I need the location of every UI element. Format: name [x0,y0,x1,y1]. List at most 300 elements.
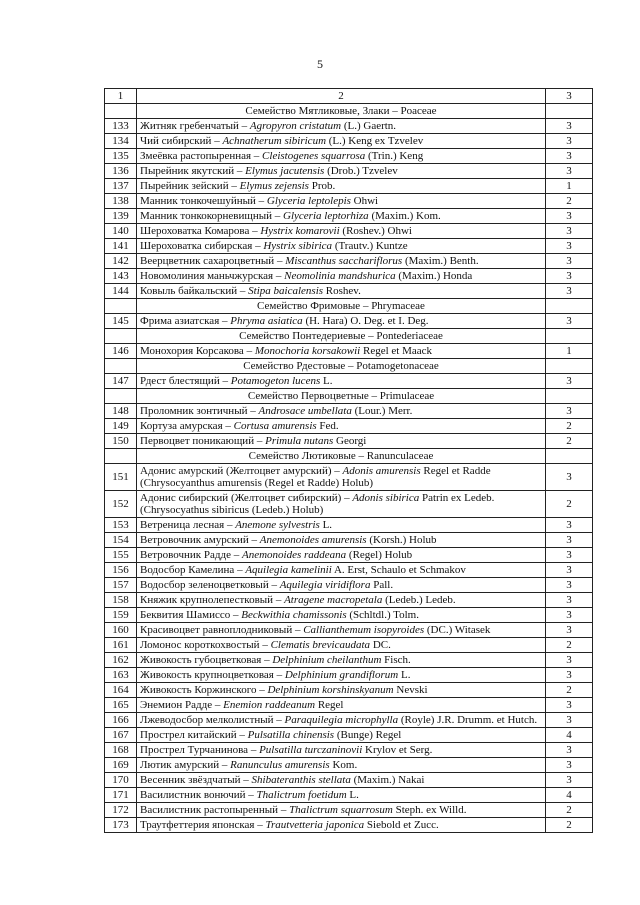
species-cell: Траутфеттерия японская – Trautvetteria japonica Siebold et Zucc. [137,818,546,833]
latin-name: Callianthemum isopyroides [303,624,425,636]
russian-name: Новомолиния маньчжурская [140,270,274,282]
category-cell: 3 [546,239,593,254]
table-row [105,119,593,134]
author-citation: (Trautv.) Kuntze [334,240,408,252]
author-citation: A. Erst, Schaulo et Schmakov [333,564,466,576]
author-citation: Regel et Radde (Chrysocyanthus amurensis (Regel et Radde) Holub) [140,465,491,489]
category-cell: 3 [546,713,593,728]
species-cell: Василистник растопыренный – Thalictrum squarrosum Steph. ex Willd. [137,803,546,818]
table-row [105,548,593,563]
category-cell: 3 [546,254,593,269]
russian-name: Василистник вонючий [140,789,246,801]
species-cell: Прострел Турчанинова – Pulsatilla turczaninovii Krylov et Serg. [137,743,546,758]
latin-name: Hystrix sibirica [263,240,333,252]
author-citation: (Drob.) Tzvelev [327,165,398,177]
row-number: 166 [105,713,137,728]
species-cell: Житняк гребенчатый – Agropyron cristatum (L.) Gaertn. [137,119,546,134]
latin-name: Stipa baicalensis [248,285,324,297]
russian-name: Пырейник зейский [140,180,229,192]
category-cell: 3 [546,548,593,563]
table-row [105,533,593,548]
table-row [105,818,593,833]
species-cell: Рдест блестящий – Potamogeton lucens L. [137,374,546,389]
header-col-number: 1 [105,89,137,104]
species-cell: Василистник вонючий – Thalictrum foetidum L. [137,788,546,803]
row-number: 137 [105,179,137,194]
row-number: 133 [105,119,137,134]
page-number: 5 [317,57,323,71]
species-cell: Фрима азиатская – Phryma asiatica (H. Hara) O. Deg. et I. Deg. [137,314,546,329]
author-citation: Regel [317,699,344,711]
family-spacer-left [105,389,137,404]
row-number: 171 [105,788,137,803]
table-row [105,578,593,593]
table-row [105,758,593,773]
latin-name: Delphinium korshinskyanum [267,684,394,696]
category-cell: 3 [546,623,593,638]
row-number: 134 [105,134,137,149]
row-number: 135 [105,149,137,164]
row-number: 140 [105,224,137,239]
category-cell: 3 [546,464,593,491]
author-citation: (Ledeb.) Ledeb. [385,594,456,606]
row-number: 150 [105,434,137,449]
family-name: Семейство Мятликовые, Злаки – Poaceae [137,104,546,119]
table-row [105,638,593,653]
species-cell: Чий сибирский – Achnatherum sibiricum (L.) Keng ex Tzvelev [137,134,546,149]
author-citation: (L.) Gaertn. [343,120,397,132]
row-number: 163 [105,668,137,683]
russian-name: Ветровочник амурский [140,534,249,546]
author-citation: (L.) Keng ex Tzvelev [328,135,424,147]
table-row [105,284,593,299]
russian-name: Живокость Коржинского [140,684,257,696]
table-row [105,464,593,491]
row-number: 149 [105,419,137,434]
category-cell: 3 [546,374,593,389]
author-citation: (Korsh.) Holub [369,534,437,546]
russian-name: Водосбор Камелина [140,564,235,576]
russian-name: Манник тонкокорневищный [140,210,273,222]
row-number: 136 [105,164,137,179]
author-citation: L. [322,519,333,531]
category-cell: 3 [546,269,593,284]
family-name: Семейство Фримовые – Phrymaceae [137,299,546,314]
family-spacer-left [105,104,137,119]
header-col-species: 2 [137,89,546,104]
row-number: 152 [105,491,137,518]
russian-name: Ветровочник Радде [140,549,231,561]
family-row [105,299,593,314]
row-number: 153 [105,518,137,533]
russian-name: Живокость губоцветковая [140,654,262,666]
family-spacer-right [546,359,593,374]
latin-name: Adonis sibirica [352,492,420,504]
family-spacer-left [105,329,137,344]
latin-name: Pulsatilla chinensis [247,729,335,741]
species-cell: Пырейник зейский – Elymus zejensis Prob. [137,179,546,194]
latin-name: Anemonoides amurensis [259,534,367,546]
row-number: 154 [105,533,137,548]
species-cell: Водосбор Камелина – Aquilegia kamelinii A. Erst, Schaulo et Schmakov [137,563,546,578]
table-row [105,491,593,518]
russian-name: Живокость крупноцветковая [140,669,274,681]
latin-name: Hystrix komarovii [260,225,340,237]
row-number: 144 [105,284,137,299]
latin-name: Cortusa amurensis [233,420,317,432]
russian-name: Шероховатка Комарова [140,225,250,237]
author-citation: Ohwi [353,195,379,207]
author-citation: (Lour.) Merr. [354,405,413,417]
latin-name: Miscanthus sacchariflorus [285,255,403,267]
row-number: 138 [105,194,137,209]
table-row [105,713,593,728]
latin-name: Delphinium grandiflorum [284,669,399,681]
table-row [105,563,593,578]
family-name: Семейство Лютиковые – Ranunculaceae [137,449,546,464]
author-citation: Kom. [332,759,358,771]
author-citation: (Maxim.) Benth. [404,255,479,267]
author-citation: Regel et Maack [362,345,433,357]
author-citation: (Schltdl.) Tolm. [349,609,419,621]
category-cell: 3 [546,758,593,773]
author-citation: L. [322,375,333,387]
category-cell: 3 [546,134,593,149]
table-row [105,314,593,329]
header-col-category: 3 [546,89,593,104]
category-cell: 3 [546,164,593,179]
author-citation: (Bunge) Regel [336,729,402,741]
family-name: Семейство Рдестовые – Potamogetonaceae [137,359,546,374]
russian-name: Монохория Корсакова [140,345,244,357]
table-row [105,623,593,638]
row-number: 156 [105,563,137,578]
author-citation: Patrin ex Ledeb. (Chrysocyathus sibiricus (Ledeb.) Holub) [140,492,495,516]
author-citation: Prob. [311,180,336,192]
table-row [105,209,593,224]
table-row [105,518,593,533]
family-spacer-right [546,104,593,119]
latin-name: Enemion raddeanum [223,699,316,711]
row-number: 170 [105,773,137,788]
species-cell: Шероховатка сибирская – Hystrix sibirica (Trautv.) Kuntze [137,239,546,254]
species-cell: Ветреница лесная – Anemone sylvestris L. [137,518,546,533]
category-cell: 2 [546,818,593,833]
latin-name: Thalictrum foetidum [256,789,347,801]
category-cell: 3 [546,518,593,533]
category-cell: 4 [546,788,593,803]
row-number: 155 [105,548,137,563]
species-cell: Энемион Радде – Enemion raddeanum Regel [137,698,546,713]
russian-name: Ломонос короткохвостый [140,639,260,651]
latin-name: Monochoria korsakowii [254,345,361,357]
family-spacer-left [105,299,137,314]
latin-name: Delphinium cheilanthum [272,654,382,666]
family-row [105,104,593,119]
table-row [105,149,593,164]
row-number: 146 [105,344,137,359]
species-cell: Живокость крупноцветковая – Delphinium grandiflorum L. [137,668,546,683]
russian-name: Пырейник якутский [140,165,235,177]
latin-name: Glyceria leptorhiza [283,210,369,222]
russian-name: Прострел Турчанинова [140,744,249,756]
row-number: 172 [105,803,137,818]
species-cell: Манник тонкокорневищный – Glyceria leptorhiza (Maxim.) Kom. [137,209,546,224]
author-citation: Krylov et Serg. [365,744,433,756]
author-citation: Nevski [396,684,428,696]
family-spacer-right [546,329,593,344]
species-cell: Адонис сибирский (Желтоцвет сибирский) – Adonis sibirica Patrin ex Ledeb. (Chrysocyathus sibiricus (Ledeb.) Holub) [137,491,546,518]
category-cell: 3 [546,284,593,299]
latin-name: Thalictrum squarrosum [289,804,393,816]
russian-name: Василистник растопыренный [140,804,279,816]
table-row [105,788,593,803]
table-row [105,803,593,818]
family-spacer-left [105,359,137,374]
category-cell: 3 [546,608,593,623]
russian-name: Кортуза амурская [140,420,223,432]
category-cell: 3 [546,653,593,668]
table-row [105,683,593,698]
species-cell: Первоцвет поникающий – Primula nutans Georgi [137,434,546,449]
latin-name: Agropyron cristatum [249,120,342,132]
row-number: 167 [105,728,137,743]
category-cell: 3 [546,149,593,164]
latin-name: Pulsatilla turczaninovii [259,744,363,756]
category-cell: 2 [546,434,593,449]
row-number: 164 [105,683,137,698]
author-citation: Pall. [373,579,394,591]
russian-name: Княжик крупнолепестковый [140,594,274,606]
latin-name: Paraquilegia microphylla [284,714,399,726]
category-cell: 3 [546,563,593,578]
table-row [105,224,593,239]
russian-name: Водосбор зеленоцветковый [140,579,269,591]
author-citation: (Maxim.) Nakai [353,774,425,786]
species-cell: Змеёвка растопыренная – Cleistogenes squarrosa (Trin.) Keng [137,149,546,164]
author-citation: L. [400,669,411,681]
author-citation: (DC.) Witasek [426,624,491,636]
category-cell: 2 [546,491,593,518]
author-citation: Fed. [319,420,339,432]
latin-name: Ranunculus amurensis [230,759,330,771]
row-number: 141 [105,239,137,254]
category-cell: 3 [546,314,593,329]
author-citation: (Royle) J.R. Drumm. et Hutch. [400,714,538,726]
table-row [105,164,593,179]
table-row [105,374,593,389]
species-cell: Прострел китайский – Pulsatilla chinensis (Bunge) Regel [137,728,546,743]
row-number: 168 [105,743,137,758]
category-cell: 3 [546,698,593,713]
russian-name: Лжеводосбор мелколистный [140,714,274,726]
row-number: 151 [105,464,137,491]
latin-name: Adonis amurensis [342,465,421,477]
author-citation: (Regel) Holub [348,549,413,561]
category-cell: 3 [546,404,593,419]
row-number: 158 [105,593,137,608]
author-citation: (Roshev.) Ohwi [342,225,412,237]
species-cell: Лютик амурский – Ranunculus amurensis Kom. [137,758,546,773]
category-cell: 3 [546,578,593,593]
species-cell: Весенник звёздчатый – Shibateranthis stellata (Maxim.) Nakai [137,773,546,788]
row-number: 173 [105,818,137,833]
latin-name: Potamogeton lucens [230,375,321,387]
table-row [105,728,593,743]
species-table [104,88,593,833]
category-cell: 4 [546,728,593,743]
species-cell: Ломонос короткохвостый – Clematis brevicaudata DC. [137,638,546,653]
family-row [105,359,593,374]
table-row [105,668,593,683]
species-cell: Проломник зонтичный – Androsace umbellata (Lour.) Merr. [137,404,546,419]
category-cell: 2 [546,803,593,818]
row-number: 139 [105,209,137,224]
table-header-row [105,89,593,104]
latin-name: Achnatherum sibiricum [222,135,327,147]
table-row [105,179,593,194]
russian-name: Первоцвет поникающий [140,435,255,447]
latin-name: Aquilegia kamelinii [245,564,332,576]
category-cell: 3 [546,533,593,548]
table-row [105,254,593,269]
family-row [105,329,593,344]
latin-name: Anemonoides raddeana [241,549,347,561]
table-row [105,239,593,254]
family-spacer-left [105,449,137,464]
category-cell: 3 [546,593,593,608]
table-row [105,269,593,284]
table-row [105,653,593,668]
author-citation: (Maxim.) Honda [398,270,473,282]
latin-name: Cleistogenes squarrosa [262,150,366,162]
russian-name: Ветреница лесная [140,519,225,531]
author-citation: Georgi [336,435,367,447]
russian-name: Адонис сибирский (Желтоцвет сибирский) [140,492,342,504]
latin-name: Aquilegia viridiflora [279,579,371,591]
species-cell: Ковыль байкальский – Stipa baicalensis Roshev. [137,284,546,299]
row-number: 142 [105,254,137,269]
family-row [105,449,593,464]
russian-name: Фрима азиатская [140,315,220,327]
table-row [105,743,593,758]
latin-name: Androsace umbellata [258,405,352,417]
category-cell: 2 [546,638,593,653]
species-cell: Ветровочник амурский – Anemonoides amurensis (Korsh.) Holub [137,533,546,548]
category-cell: 1 [546,179,593,194]
author-citation: (Maxim.) Kom. [371,210,441,222]
author-citation: Roshev. [325,285,361,297]
row-number: 162 [105,653,137,668]
author-citation: Steph. ex Willd. [395,804,467,816]
family-row [105,389,593,404]
russian-name: Беквития Шамиссо [140,609,231,621]
latin-name: Anemone sylvestris [235,519,320,531]
category-cell: 2 [546,194,593,209]
latin-name: Shibateranthis stellata [251,774,351,786]
table-row [105,404,593,419]
species-cell: Новомолиния маньчжурская – Neomolinia mandshurica (Maxim.) Honda [137,269,546,284]
row-number: 148 [105,404,137,419]
author-citation: (Trin.) Keng [367,150,424,162]
family-spacer-right [546,299,593,314]
row-number: 145 [105,314,137,329]
species-cell: Лжеводосбор мелколистный – Paraquilegia microphylla (Royle) J.R. Drumm. et Hutch. [137,713,546,728]
species-cell: Красивоцвет равноплодниковый – Callianthemum isopyroides (DC.) Witasek [137,623,546,638]
family-spacer-right [546,389,593,404]
russian-name: Змеёвка растопыренная [140,150,252,162]
russian-name: Чий сибирский [140,135,212,147]
russian-name: Рдест блестящий [140,375,220,387]
row-number: 157 [105,578,137,593]
species-cell: Живокость губоцветковая – Delphinium cheilanthum Fisch. [137,653,546,668]
species-cell: Пырейник якутский – Elymus jacutensis (Drob.) Tzvelev [137,164,546,179]
russian-name: Лютик амурский [140,759,220,771]
species-cell: Адонис амурский (Желтоцвет амурский) – Adonis amurensis Regel et Radde (Chrysocyanthus amurensis (Regel et Radde) Holub) [137,464,546,491]
russian-name: Веерцветник сахароцветный [140,255,275,267]
species-cell: Кортуза амурская – Cortusa amurensis Fed. [137,419,546,434]
row-number: 169 [105,758,137,773]
row-number: 147 [105,374,137,389]
species-cell: Княжик крупнолепестковый – Atragene macropetala (Ledeb.) Ledeb. [137,593,546,608]
author-citation: DC. [372,639,391,651]
species-cell: Шероховатка Комарова – Hystrix komarovii (Roshev.) Ohwi [137,224,546,239]
latin-name: Phryma asiatica [230,315,303,327]
russian-name: Прострел китайский [140,729,237,741]
category-cell: 3 [546,119,593,134]
latin-name: Primula nutans [265,435,334,447]
species-cell: Беквития Шамиссо – Beckwithia chamissonis (Schltdl.) Tolm. [137,608,546,623]
latin-name: Glyceria leptolepis [266,195,351,207]
family-name: Семейство Понтедериевые – Pontederiaceae [137,329,546,344]
table-row [105,608,593,623]
author-citation: L. [349,789,359,801]
table-row [105,593,593,608]
category-cell: 2 [546,419,593,434]
russian-name: Проломник зонтичный [140,405,248,417]
russian-name: Шероховатка сибирская [140,240,253,252]
latin-name: Clematis brevicaudata [270,639,371,651]
table-row [105,698,593,713]
category-cell: 3 [546,224,593,239]
russian-name: Житняк гребенчатый [140,120,239,132]
row-number: 143 [105,269,137,284]
row-number: 161 [105,638,137,653]
category-cell: 3 [546,743,593,758]
russian-name: Красивоцвет равноплодниковый [140,624,293,636]
category-cell: 1 [546,344,593,359]
category-cell: 3 [546,668,593,683]
latin-name: Elymus jacutensis [245,165,325,177]
category-cell: 3 [546,209,593,224]
author-citation: Fisch. [384,654,411,666]
species-cell: Живокость Коржинского – Delphinium korshinskyanum Nevski [137,683,546,698]
row-number: 160 [105,623,137,638]
russian-name: Траутфеттерия японская [140,819,255,831]
latin-name: Beckwithia chamissonis [241,609,347,621]
table-row [105,434,593,449]
russian-name: Манник тонкочешуйный [140,195,256,207]
latin-name: Trautvetteria japonica [265,819,365,831]
family-spacer-right [546,449,593,464]
table-row [105,773,593,788]
row-number: 165 [105,698,137,713]
russian-name: Ковыль байкальский [140,285,238,297]
row-number: 159 [105,608,137,623]
russian-name: Адонис амурский (Желтоцвет амурский) [140,465,332,477]
table-row [105,344,593,359]
author-citation: (H. Hara) O. Deg. et I. Deg. [305,315,429,327]
